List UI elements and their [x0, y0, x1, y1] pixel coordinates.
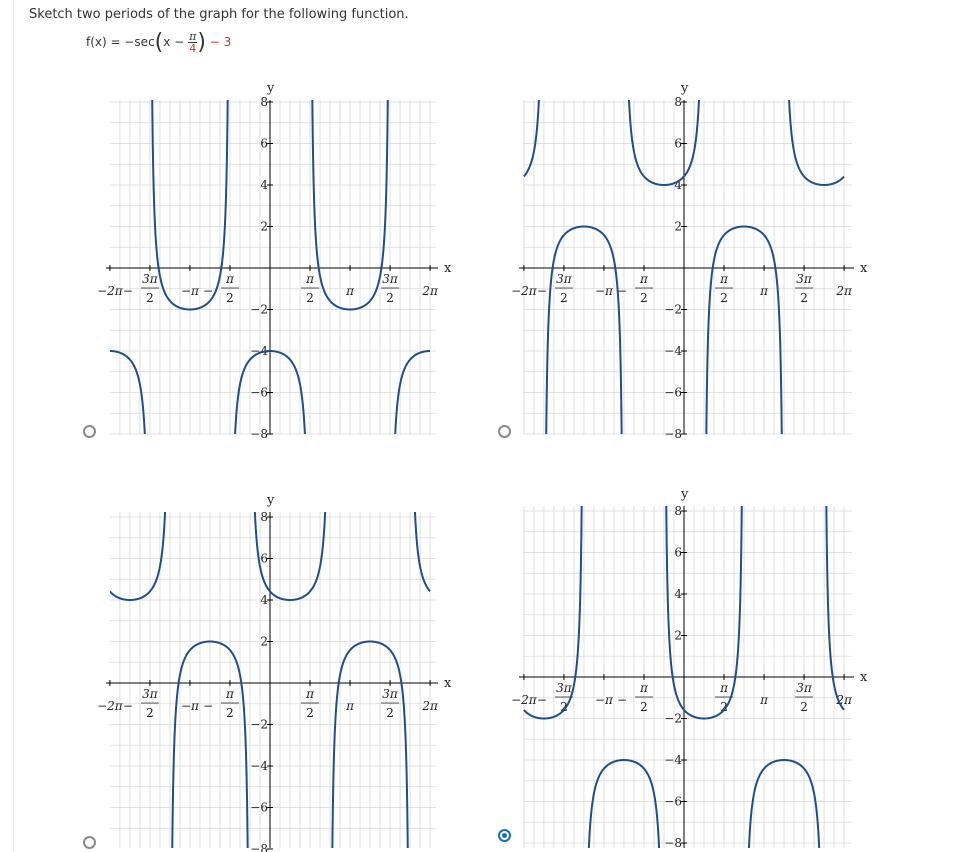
tick-value: −π	[594, 284, 613, 298]
tick-denominator: 2	[386, 291, 394, 305]
y-tick-label: 6	[674, 545, 682, 560]
y-tick-label: 4	[260, 593, 268, 607]
tick-numerator: π	[640, 681, 648, 695]
tick-sign: −	[536, 693, 547, 707]
tick-numerator: 3π	[556, 681, 572, 695]
tick-value: 2π	[422, 284, 438, 298]
tick-numerator: π	[306, 272, 314, 286]
tick-value: −2π	[97, 284, 123, 298]
tick-denominator: 2	[720, 291, 728, 305]
tick-denominator: 2	[720, 700, 728, 714]
y-tick-label: −8	[664, 427, 682, 441]
y-tick-label: −4	[664, 344, 682, 358]
y-tick-label: −8	[664, 836, 682, 850]
y-tick-label: −2	[250, 717, 268, 732]
tick-sign: −	[536, 284, 547, 298]
tick-value: 2π	[422, 699, 438, 713]
tick-denominator: 2	[640, 291, 648, 305]
tick-denominator: 2	[560, 700, 568, 714]
tick-sign: −	[122, 699, 133, 713]
y-tick-label: −2	[664, 302, 682, 317]
y-tick-label: 6	[674, 136, 682, 151]
tick-denominator: 2	[640, 700, 648, 714]
tick-numerator: 3π	[556, 272, 572, 286]
x-tick-label	[759, 693, 769, 707]
tick-numerator: π	[226, 687, 234, 701]
tick-value: π	[346, 284, 354, 298]
tick-numerator: 3π	[382, 687, 398, 701]
tick-denominator: 2	[146, 291, 154, 305]
tick-value: π	[760, 693, 768, 707]
formula-lhs: f(x) =	[86, 35, 125, 49]
y-tick-label: 8	[260, 95, 268, 109]
tick-value: π	[760, 284, 768, 298]
y-tick-label: −6	[250, 385, 268, 400]
tick-numerator: 3π	[382, 272, 398, 286]
tick-value: −2π	[511, 693, 537, 707]
tick-denominator: 2	[146, 706, 154, 720]
y-tick-label: 2	[674, 219, 682, 234]
y-tick-label: 6	[260, 551, 268, 566]
y-tick-label: 8	[674, 504, 682, 518]
y-tick-label: 2	[260, 634, 268, 649]
tick-denominator: 2	[226, 706, 234, 720]
x-axis-label: x	[860, 261, 868, 276]
formula-variable: x −	[163, 35, 185, 49]
tick-numerator: 3π	[142, 687, 158, 701]
y-tick-label: 4	[674, 587, 682, 601]
tick-denominator: 2	[306, 291, 314, 305]
question-prompt: Sketch two periods of the graph for the following function.	[29, 7, 409, 22]
y-axis-label: y	[267, 81, 275, 96]
y-axis-label: y	[681, 81, 689, 96]
y-tick-label: 8	[674, 95, 682, 109]
y-tick-label: −4	[664, 753, 682, 767]
y-tick-label: −6	[250, 800, 268, 815]
tick-sign: −	[202, 699, 214, 713]
tick-value: −2π	[511, 284, 537, 298]
tick-numerator: π	[720, 681, 728, 695]
formula-open-paren: (	[154, 30, 164, 55]
tick-value: π	[346, 699, 354, 713]
tick-value: 2π	[836, 693, 852, 707]
tick-sign: −	[616, 693, 628, 707]
formula-fraction-denominator: 4	[189, 42, 197, 55]
x-tick-label	[511, 693, 538, 707]
tick-numerator: π	[226, 272, 234, 286]
radio-button-option-d[interactable]	[498, 829, 511, 842]
formula-function-name: −sec	[124, 35, 155, 49]
y-tick-label: −4	[250, 344, 268, 358]
y-tick-label: −6	[664, 794, 682, 809]
x-axis-label: x	[860, 670, 868, 685]
tick-numerator: π	[720, 272, 728, 286]
tick-sign: −	[202, 284, 214, 298]
tick-numerator: π	[306, 687, 314, 701]
x-axis-label: x	[444, 676, 452, 691]
y-axis-label: y	[681, 487, 689, 502]
y-tick-label: −6	[664, 385, 682, 400]
tick-value: −π	[594, 693, 613, 707]
tick-numerator: π	[640, 272, 648, 286]
y-tick-label: 4	[674, 178, 682, 192]
y-tick-label: −2	[664, 711, 682, 726]
tick-denominator: 2	[386, 706, 394, 720]
x-tick-label	[595, 693, 614, 707]
y-tick-label: 8	[260, 510, 268, 524]
tick-denominator: 2	[560, 291, 568, 305]
tick-value: −2π	[97, 699, 123, 713]
y-tick-label: 2	[260, 219, 268, 234]
x-axis-label: x	[444, 261, 452, 276]
tick-denominator: 2	[306, 706, 314, 720]
tick-value: 2π	[836, 284, 852, 298]
y-tick-label: 4	[260, 178, 268, 192]
formula-fraction-numerator: π	[189, 30, 197, 43]
y-axis-label: y	[267, 493, 275, 508]
formula-tail: − 3	[209, 35, 232, 49]
tick-denominator: 2	[800, 291, 808, 305]
tick-denominator: 2	[800, 700, 808, 714]
tick-numerator: 3π	[796, 272, 812, 286]
tick-sign: −	[122, 284, 133, 298]
tick-value: −π	[180, 699, 199, 713]
tick-value: −π	[180, 284, 199, 298]
y-tick-label: −2	[250, 302, 268, 317]
y-tick-label: −8	[250, 842, 268, 852]
formula-close-paren: )	[197, 30, 206, 55]
tick-denominator: 2	[226, 291, 234, 305]
y-tick-label: −8	[250, 427, 268, 441]
y-tick-label: 6	[260, 136, 268, 151]
y-tick-label: 2	[674, 628, 682, 643]
tick-sign: −	[616, 284, 628, 298]
y-tick-label: −4	[250, 759, 268, 773]
tick-numerator: 3π	[142, 272, 158, 286]
tick-numerator: 3π	[796, 681, 812, 695]
